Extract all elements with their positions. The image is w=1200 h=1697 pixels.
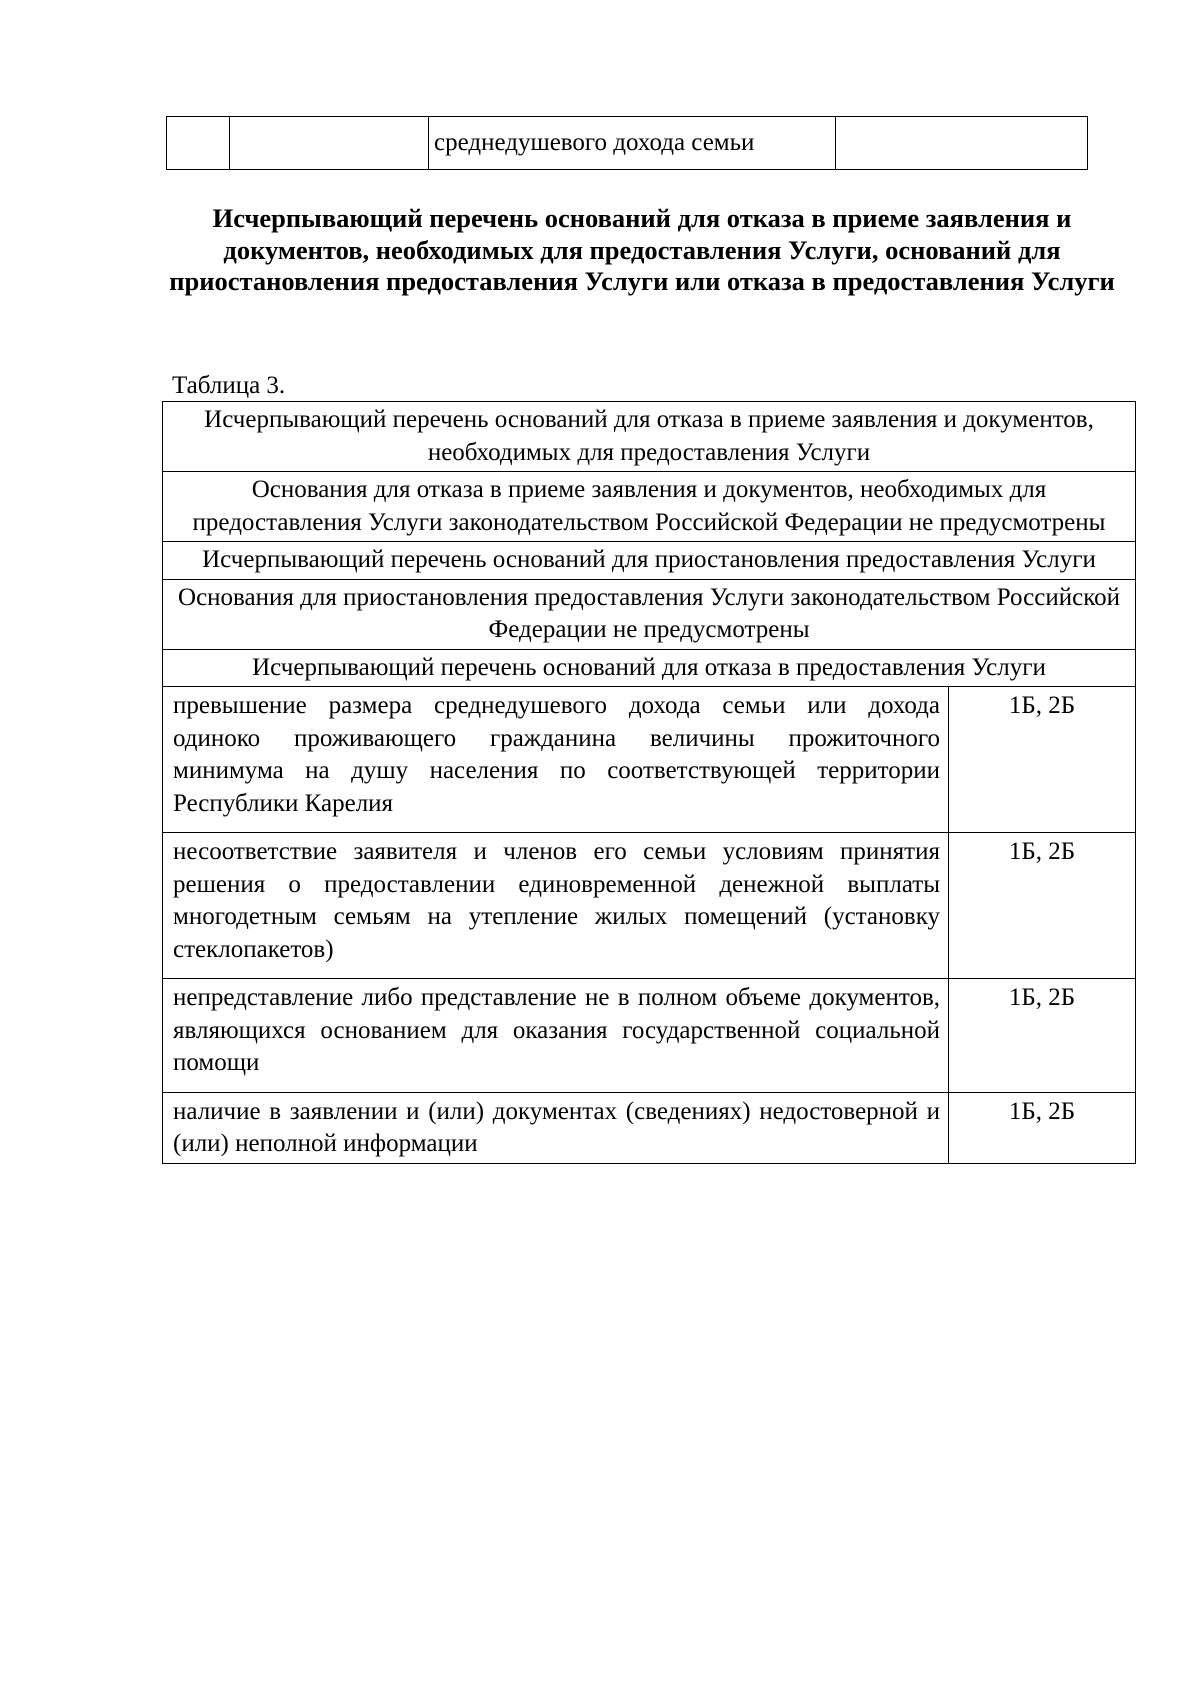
code-cell: 1Б, 2Б	[949, 1092, 1136, 1163]
table-header-row	[163, 472, 1136, 542]
header-cell: Основания для отказа в приеме заявления и документов, необходимых для предоставления Услуги законодательством Российской Федерации не предусмотрены	[163, 472, 1136, 542]
reason-cell: наличие в заявлении и (или) документах (сведениях) недостоверной и (или) неполной информации	[163, 1092, 949, 1163]
table-row	[167, 117, 1088, 170]
header-cell: Основания для приостановления предоставления Услуги законодательством Российской Федерации не предусмотрены	[163, 579, 1136, 649]
header-cell: Исчерпывающий перечень оснований для отказа в предоставления Услуги	[163, 649, 1136, 687]
reason-cell: несоответствие заявителя и членов его семьи условиям принятия решения о предоставлении единовременной денежной выплаты многодетным семьям на утепление жилых помещений (установку стеклопакетов)	[163, 833, 949, 979]
table-cell	[836, 117, 1088, 170]
table-header-row	[163, 542, 1136, 580]
header-cell: Исчерпывающий перечень оснований для приостановления предоставления Услуги	[163, 542, 1136, 580]
table-row	[163, 833, 1136, 979]
code-cell: 1Б, 2Б	[949, 833, 1136, 979]
section-heading: Исчерпывающий перечень оснований для отказа в приеме заявления и документов, необходимых для предоставления Услуги, оснований для приостановления предоставления Услуги или отказа в предоставления Услуги	[169, 203, 1115, 296]
table-row	[163, 1092, 1136, 1163]
table-cell	[167, 117, 230, 170]
table-row	[163, 687, 1136, 833]
header-cell: Исчерпывающий перечень оснований для отказа в приеме заявления и документов, необходимых для предоставления Услуги	[163, 402, 1136, 472]
code-cell: 1Б, 2Б	[949, 979, 1136, 1093]
table-header-row	[163, 579, 1136, 649]
table-row	[163, 979, 1136, 1093]
table-cell	[230, 117, 429, 170]
reason-cell: непредставление либо представление не в полном объеме документов, являющихся основанием для оказания государственной социальной помощи	[163, 979, 949, 1093]
reason-cell: превышение размера среднедушевого дохода семьи или дохода одиноко проживающего гражданина величины прожиточного минимума на душу населения по соответствующей территории Республики Карелия	[163, 687, 949, 833]
table-cell: среднедушевого дохода семьи	[429, 117, 836, 170]
refusal-grounds-table	[162, 401, 1136, 1164]
table-header-row	[163, 402, 1136, 472]
table-caption: Таблица 3.	[172, 372, 286, 399]
table-header-row	[163, 649, 1136, 687]
code-cell: 1Б, 2Б	[949, 687, 1136, 833]
continued-table-fragment	[166, 116, 1088, 170]
